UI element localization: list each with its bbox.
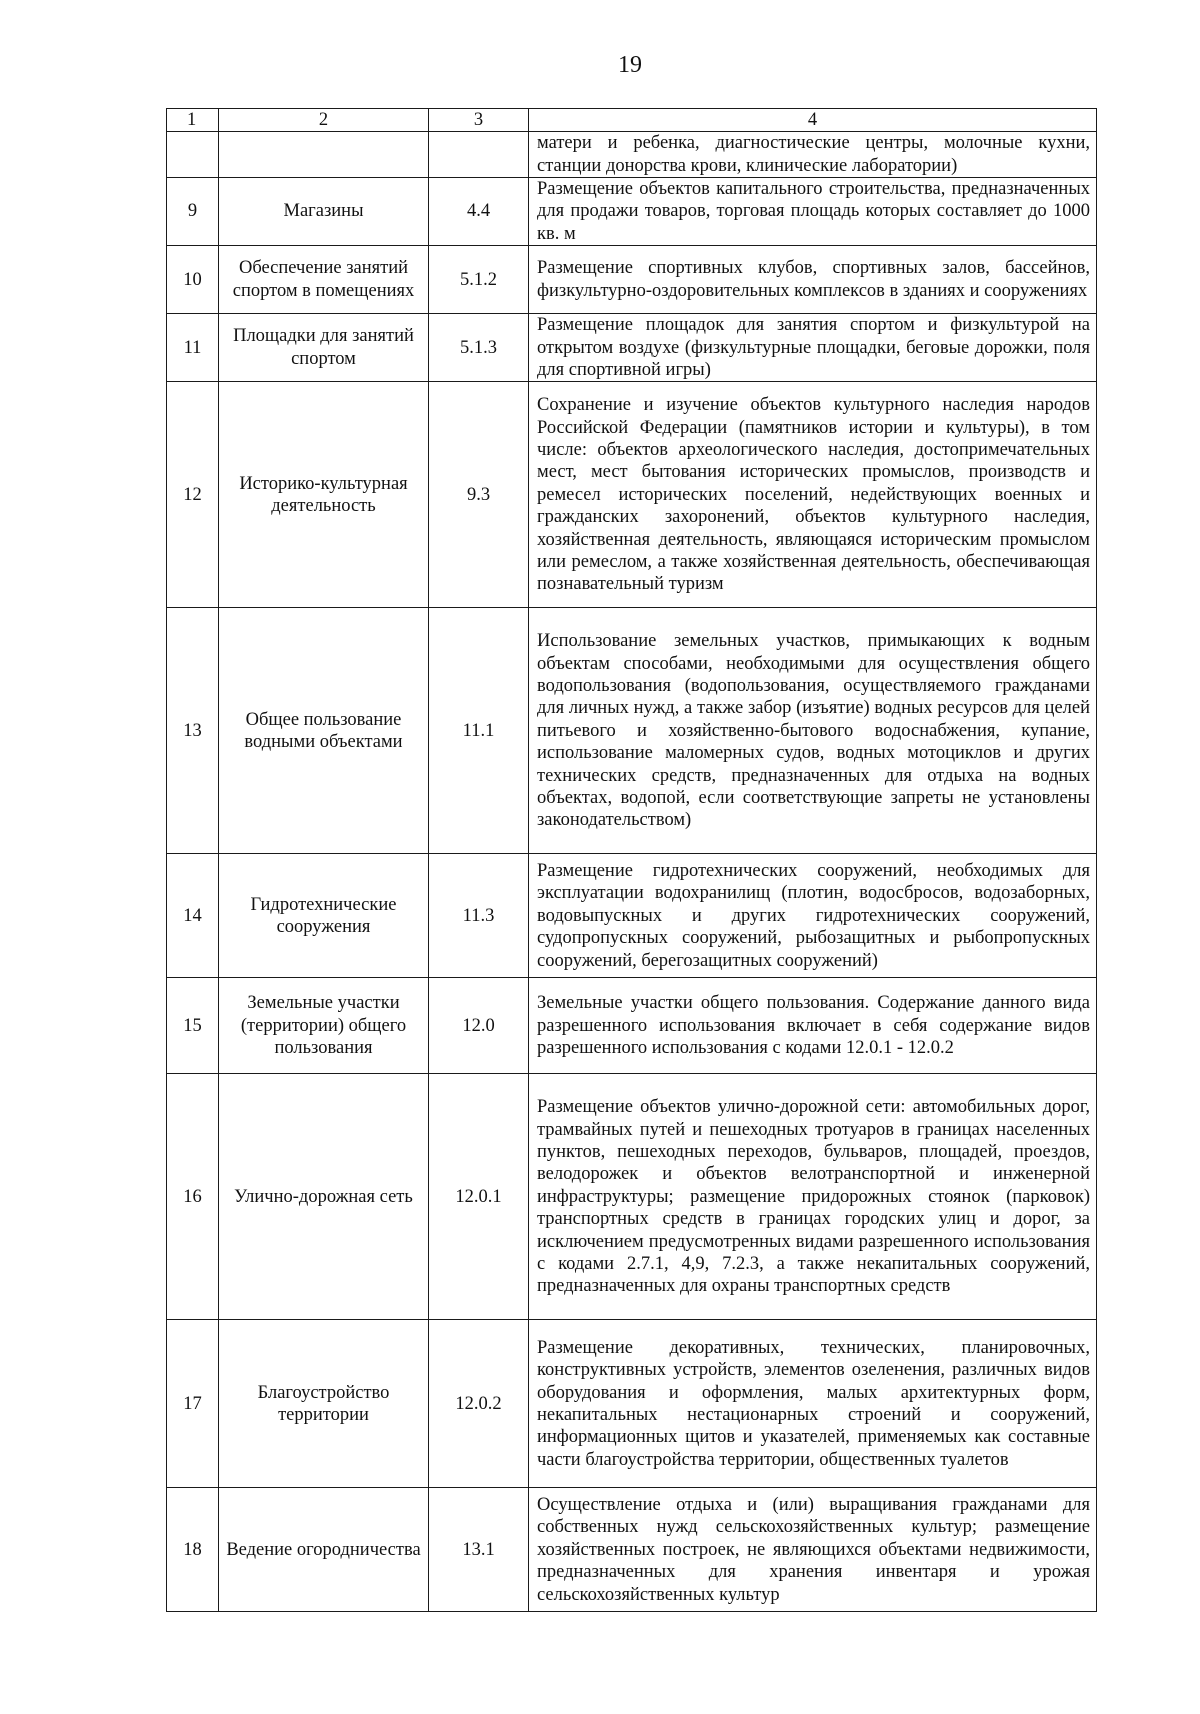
row-number: 18 [167, 1488, 219, 1612]
row-name: Историко-культурная деятельность [219, 382, 429, 608]
table-row [167, 978, 1097, 1074]
row-code: 4.4 [429, 178, 529, 246]
header-col-3: 3 [429, 109, 529, 132]
row-code: 11.1 [429, 608, 529, 854]
row-description: Размещение гидротехнических сооружений, необходимых для эксплуатации водохранилищ (плотин, водосбросов, водозаборных, водовыпускных и других гидротехнических сооружений, судопропускных сооружений, рыбозащитных и рыбопропускных сооружений, берегозащитных сооружений) [529, 854, 1097, 978]
row-description: Размещение декоративных, технических, планировочных, конструктивных устройств, элементов озеленения, различных видов оборудования и оформления, малых архитектурных форм, некапитальных нестационарных строений и сооружений, информационных щитов и указателей, применяемых как составные части благоустройства территории, общественных туалетов [529, 1320, 1097, 1488]
row-code: 11.3 [429, 854, 529, 978]
row-name: Общее пользование водными объектами [219, 608, 429, 854]
row-description: Осуществление отдыха и (или) выращивания гражданами для собственных нужд сельскохозяйственных культур; размещение хозяйственных построек, не являющихся объектами недвижимости, предназначенных для хранения инвентаря и урожая сельскохозяйственных культур [529, 1488, 1097, 1612]
row-number: 12 [167, 382, 219, 608]
row-number: 15 [167, 978, 219, 1074]
row-description: матери и ребенка, диагностические центры, молочные кухни, станции донорства крови, клинические лаборатории) [529, 132, 1097, 178]
table-header-row [167, 109, 1097, 132]
table-row [167, 382, 1097, 608]
row-number: 16 [167, 1074, 219, 1320]
table-row [167, 314, 1097, 382]
row-code: 9.3 [429, 382, 529, 608]
table-row [167, 854, 1097, 978]
row-name: Гидротехнические сооружения [219, 854, 429, 978]
row-code: 5.1.3 [429, 314, 529, 382]
table-row [167, 1320, 1097, 1488]
row-name: Земельные участки (территории) общего пользования [219, 978, 429, 1074]
header-col-1: 1 [167, 109, 219, 132]
row-code [429, 132, 529, 178]
row-description: Размещение спортивных клубов, спортивных залов, бассейнов, физкультурно-оздоровительных комплексов в зданиях и сооружениях [529, 246, 1097, 314]
table-row [167, 1074, 1097, 1320]
row-description: Размещение объектов капитального строительства, предназначенных для продажи товаров, торговая площадь которых составляет до 1000 кв. м [529, 178, 1097, 246]
row-number: 10 [167, 246, 219, 314]
row-number: 13 [167, 608, 219, 854]
land-use-table [166, 108, 1097, 1612]
table-row [167, 178, 1097, 246]
row-number: 14 [167, 854, 219, 978]
row-name: Благоустройство территории [219, 1320, 429, 1488]
table-row [167, 132, 1097, 178]
row-description: Размещение площадок для занятия спортом и физкультурой на открытом воздухе (физкультурные площадки, беговые дорожки, поля для спортивной игры) [529, 314, 1097, 382]
row-code: 13.1 [429, 1488, 529, 1612]
row-number: 9 [167, 178, 219, 246]
row-description: Сохранение и изучение объектов культурного наследия народов Российской Федерации (памятников истории и культуры), в том числе: объектов археологического наследия, достопримечательных мест, мест бытования исторических промыслов, производств и ремесел исторических поселений, недействующих военных и гражданских захоронений, объектов культурного наследия, хозяйственная деятельность, являющаяся историческим промыслом или ремеслом, а также хозяйственная деятельность, обеспечивающая познавательный туризм [529, 382, 1097, 608]
row-name: Обеспечение занятий спортом в помещениях [219, 246, 429, 314]
row-code: 12.0 [429, 978, 529, 1074]
row-name: Площадки для занятий спортом [219, 314, 429, 382]
row-description: Использование земельных участков, примыкающих к водным объектам способами, необходимыми для осуществления общего водопользования (водопользования, осуществляемого гражданами для личных нужд, а также забор (изъятие) водных ресурсов для целей питьевого и хозяйственно-бытового водоснабжения, купание, использование маломерных судов, водных мотоциклов и других технических средств, предназначенных для отдыха на водных объектах, водопой, если соответствующие запреты не установлены законодательством) [529, 608, 1097, 854]
row-number: 11 [167, 314, 219, 382]
table-row [167, 608, 1097, 854]
row-code: 5.1.2 [429, 246, 529, 314]
table-row [167, 246, 1097, 314]
row-description: Размещение объектов улично-дорожной сети: автомобильных дорог, трамвайных путей и пешеходных тротуаров в границах населенных пунктов, пешеходных переходов, бульваров, площадей, проездов, велодорожек и объектов велотранспортной и инженерной инфраструктуры; размещение придорожных стоянок (парковок) транспортных средств в границах городских улиц и дорог, за исключением предусмотренных видами разрешенного использования с кодами 2.7.1, 4,9, 7.2.3, а также некапитальных сооружений, предназначенных для охраны транспортных средств [529, 1074, 1097, 1320]
row-name: Ведение огородничества [219, 1488, 429, 1612]
page-number: 19 [618, 52, 642, 78]
table-row [167, 1488, 1097, 1612]
header-col-2: 2 [219, 109, 429, 132]
row-name: Магазины [219, 178, 429, 246]
row-code: 12.0.1 [429, 1074, 529, 1320]
row-description: Земельные участки общего пользования. Содержание данного вида разрешенного использования включает в себя содержание видов разрешенного использования с кодами 12.0.1 - 12.0.2 [529, 978, 1097, 1074]
row-name [219, 132, 429, 178]
header-col-4: 4 [529, 109, 1097, 132]
row-number [167, 132, 219, 178]
row-number: 17 [167, 1320, 219, 1488]
row-code: 12.0.2 [429, 1320, 529, 1488]
row-name: Улично-дорожная сеть [219, 1074, 429, 1320]
